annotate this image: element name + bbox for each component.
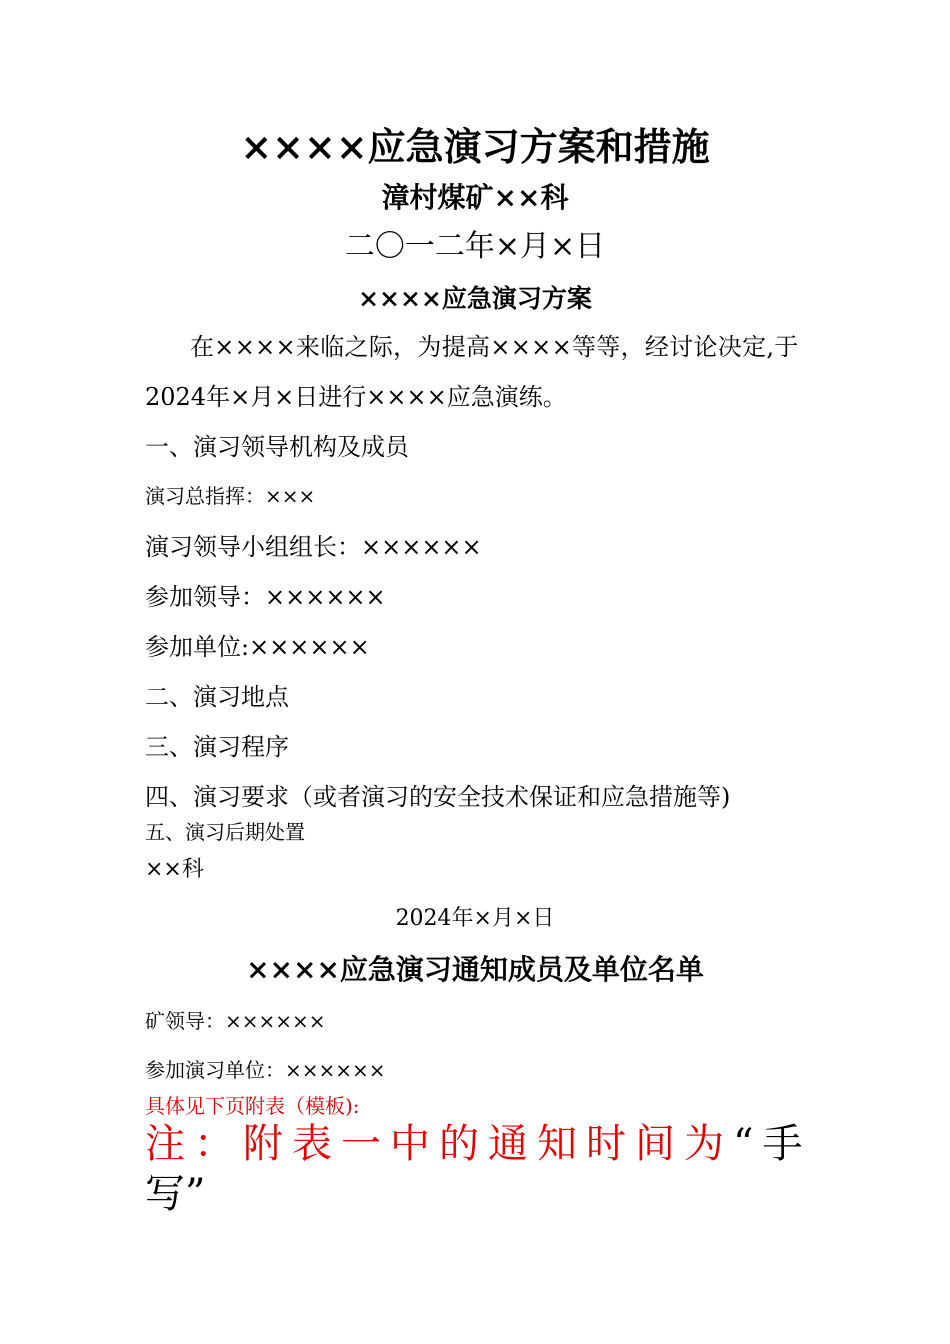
note-red-text: 注：附表一中的通知时间为 (145, 1121, 733, 1167)
intro-paragraph-line2: 2024年×月×日进行××××应急演练。 (145, 383, 567, 411)
signature-org: ××科 (145, 857, 204, 882)
section-heading-3: 三、演习程序 (145, 733, 289, 761)
units-line: 参加单位:×××××× (145, 633, 370, 661)
mine-leaders-line: 矿领导：×××××× (145, 1009, 326, 1033)
section-heading-5: 五、演习后期处置 (145, 820, 305, 844)
note-line1 (145, 1121, 812, 1167)
document-date: 二〇一二年×月×日 (344, 229, 606, 264)
note-quote-text: “手 (733, 1121, 812, 1167)
section-heading-4: 四、演习要求（或者演习的安全技术保证和应急措施等) (145, 783, 731, 811)
notice-title: ××××应急演习通知成员及单位名单 (246, 953, 704, 986)
drill-units-line: 参加演习单位：×××××× (145, 1058, 386, 1082)
leaders-line: 参加领导：×××××× (145, 583, 386, 611)
organization-name: 漳村煤矿××科 (381, 181, 569, 214)
section-heading-1: 一、演习领导机构及成员 (145, 433, 409, 461)
plan-title: ××××应急演习方案 (358, 284, 592, 313)
main-title: ××××应急演习方案和措施 (240, 124, 710, 169)
signature-date: 2024年×月×日 (395, 906, 555, 931)
group-leader-line: 演习领导小组组长：×××××× (145, 533, 482, 561)
intro-paragraph-line1: 在××××来临之际，为提高××××等等，经讨论决定,于 (190, 333, 799, 361)
section-heading-2: 二、演习地点 (145, 683, 289, 711)
note-line2: 写” (145, 1171, 206, 1217)
commander-line: 演习总指挥：××× (145, 484, 316, 508)
appendix-note: 具体见下页附表（模板): (145, 1094, 360, 1118)
